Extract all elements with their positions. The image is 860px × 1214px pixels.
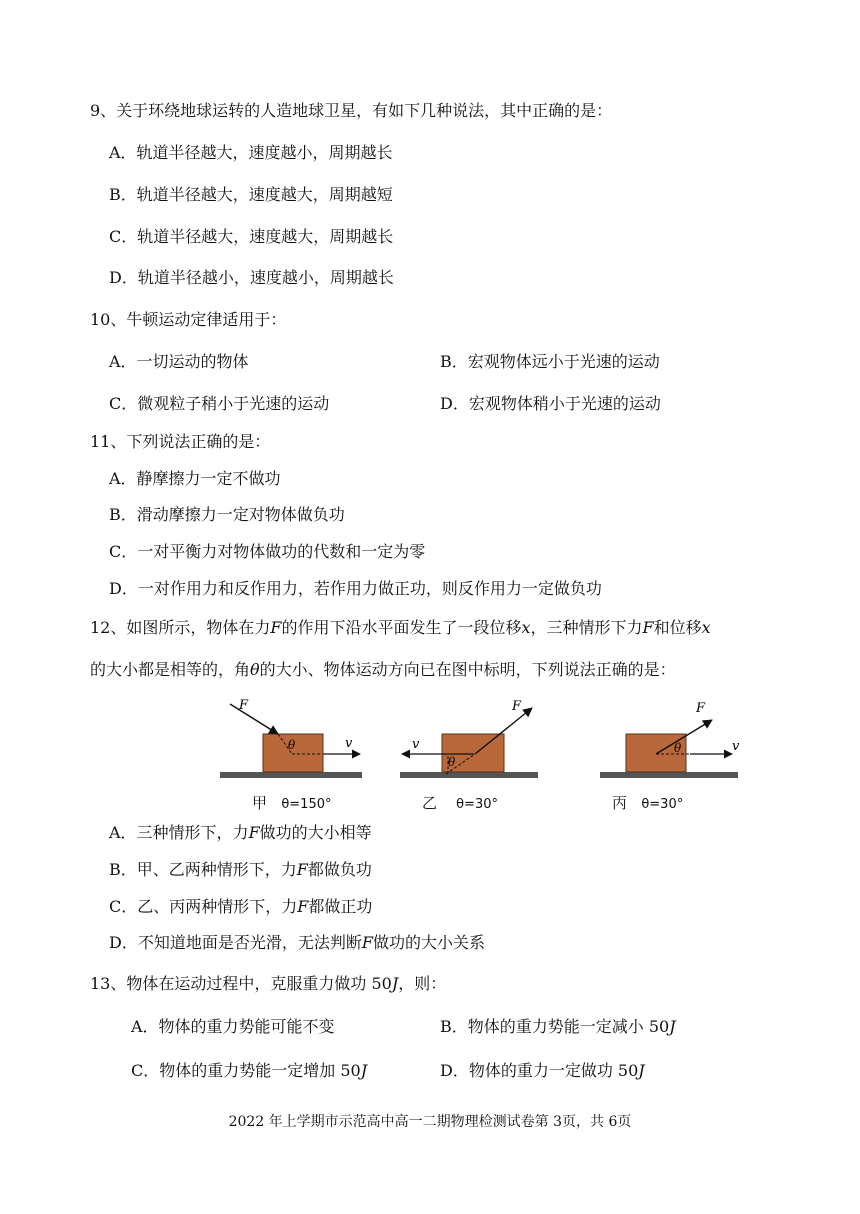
ground-yi [400, 772, 538, 778]
label-F-yi: F [512, 699, 522, 714]
force-arrow-jia [230, 704, 278, 734]
figure-caption-bing: 丙 θ=30° [612, 794, 684, 812]
label-F-jia: F [239, 698, 249, 713]
q13-option-d: D．物体的重力一定做功 50J [440, 1061, 645, 1080]
q9-option-a: A．轨道半径越大，速度越小，周期越长 [109, 143, 393, 162]
q13-option-c: C．物体的重力势能一定增加 50J [131, 1061, 368, 1080]
q12-option-a: A．三种情形下，力F做功的大小相等 [109, 823, 372, 842]
q10-option-b: B．宏观物体远小于光速的运动 [440, 352, 660, 371]
q12-option-d: D．不知道地面是否光滑，无法判断F做功的大小关系 [109, 933, 485, 952]
q12-option-b: B．甲、乙两种情形下，力F都做负功 [109, 860, 372, 879]
ground-bing [600, 772, 738, 778]
q9-option-c: C．轨道半径越大，速度越大，周期越长 [109, 227, 394, 246]
q13-option-b: B．物体的重力势能一定减小 50J [440, 1017, 676, 1036]
figure-jia [220, 698, 362, 778]
figure-bing [600, 701, 740, 778]
q10-option-a: A．一切运动的物体 [109, 352, 249, 371]
q10-stem: 10、牛顿运动定律适用于： [90, 310, 287, 329]
label-F-bing: F [696, 701, 706, 716]
q13-stem: 13、物体在运动过程中，克服重力做功 50J，则： [90, 974, 447, 993]
q11-stem: 11、下列说法正确的是： [90, 432, 271, 451]
q11-option-d: D．一对作用力和反作用力，若作用力做正功，则反作用力一定做负功 [109, 579, 602, 598]
label-theta-bing: θ [674, 741, 682, 755]
figure-caption-yi: 乙 θ=30° [422, 794, 498, 812]
page-footer: 2022 年上学期市示范高中高一二期物理检测试卷第 3页，共 6页 [228, 1114, 632, 1130]
ground-jia [220, 772, 362, 778]
q12-option-c: C．乙、丙两种情形下，力F都做正功 [109, 897, 373, 916]
q11-option-a: A．静摩擦力一定不做功 [109, 469, 281, 488]
q10-option-c: C．微观粒子稍小于光速的运动 [109, 394, 330, 413]
figure-caption-jia: 甲 θ=150° [252, 794, 332, 812]
label-v-jia: v [345, 736, 353, 751]
label-theta-jia: θ [288, 738, 296, 752]
label-theta-yi: θ [448, 755, 456, 769]
q10-option-d: D．宏观物体稍小于光速的运动 [440, 394, 661, 413]
q9-option-b: B．轨道半径越大，速度越大，周期越短 [109, 185, 393, 204]
q12-stem-line2: 的大小都是相等的，角θ的大小、物体运动方向已在图中标明，下列说法正确的是： [90, 660, 676, 679]
label-v-bing: v [732, 739, 740, 754]
q9-option-d: D．轨道半径越小，速度越小，周期越长 [109, 268, 394, 287]
q13-option-a: A．物体的重力势能可能不变 [131, 1017, 335, 1036]
label-v-yi: v [412, 737, 420, 752]
q12-stem-line1: 12、如图所示，物体在力F的作用下沿水平面发生了一段位移x，三种情形下力F和位移x [90, 618, 711, 637]
q9-stem: 9、关于环绕地球运转的人造地球卫星，有如下几种说法，其中正确的是： [90, 101, 613, 120]
q11-option-c: C．一对平衡力对物体做功的代数和一定为零 [109, 542, 426, 561]
figure-yi [400, 699, 538, 778]
q11-option-b: B．滑动摩擦力一定对物体做负功 [109, 505, 345, 524]
